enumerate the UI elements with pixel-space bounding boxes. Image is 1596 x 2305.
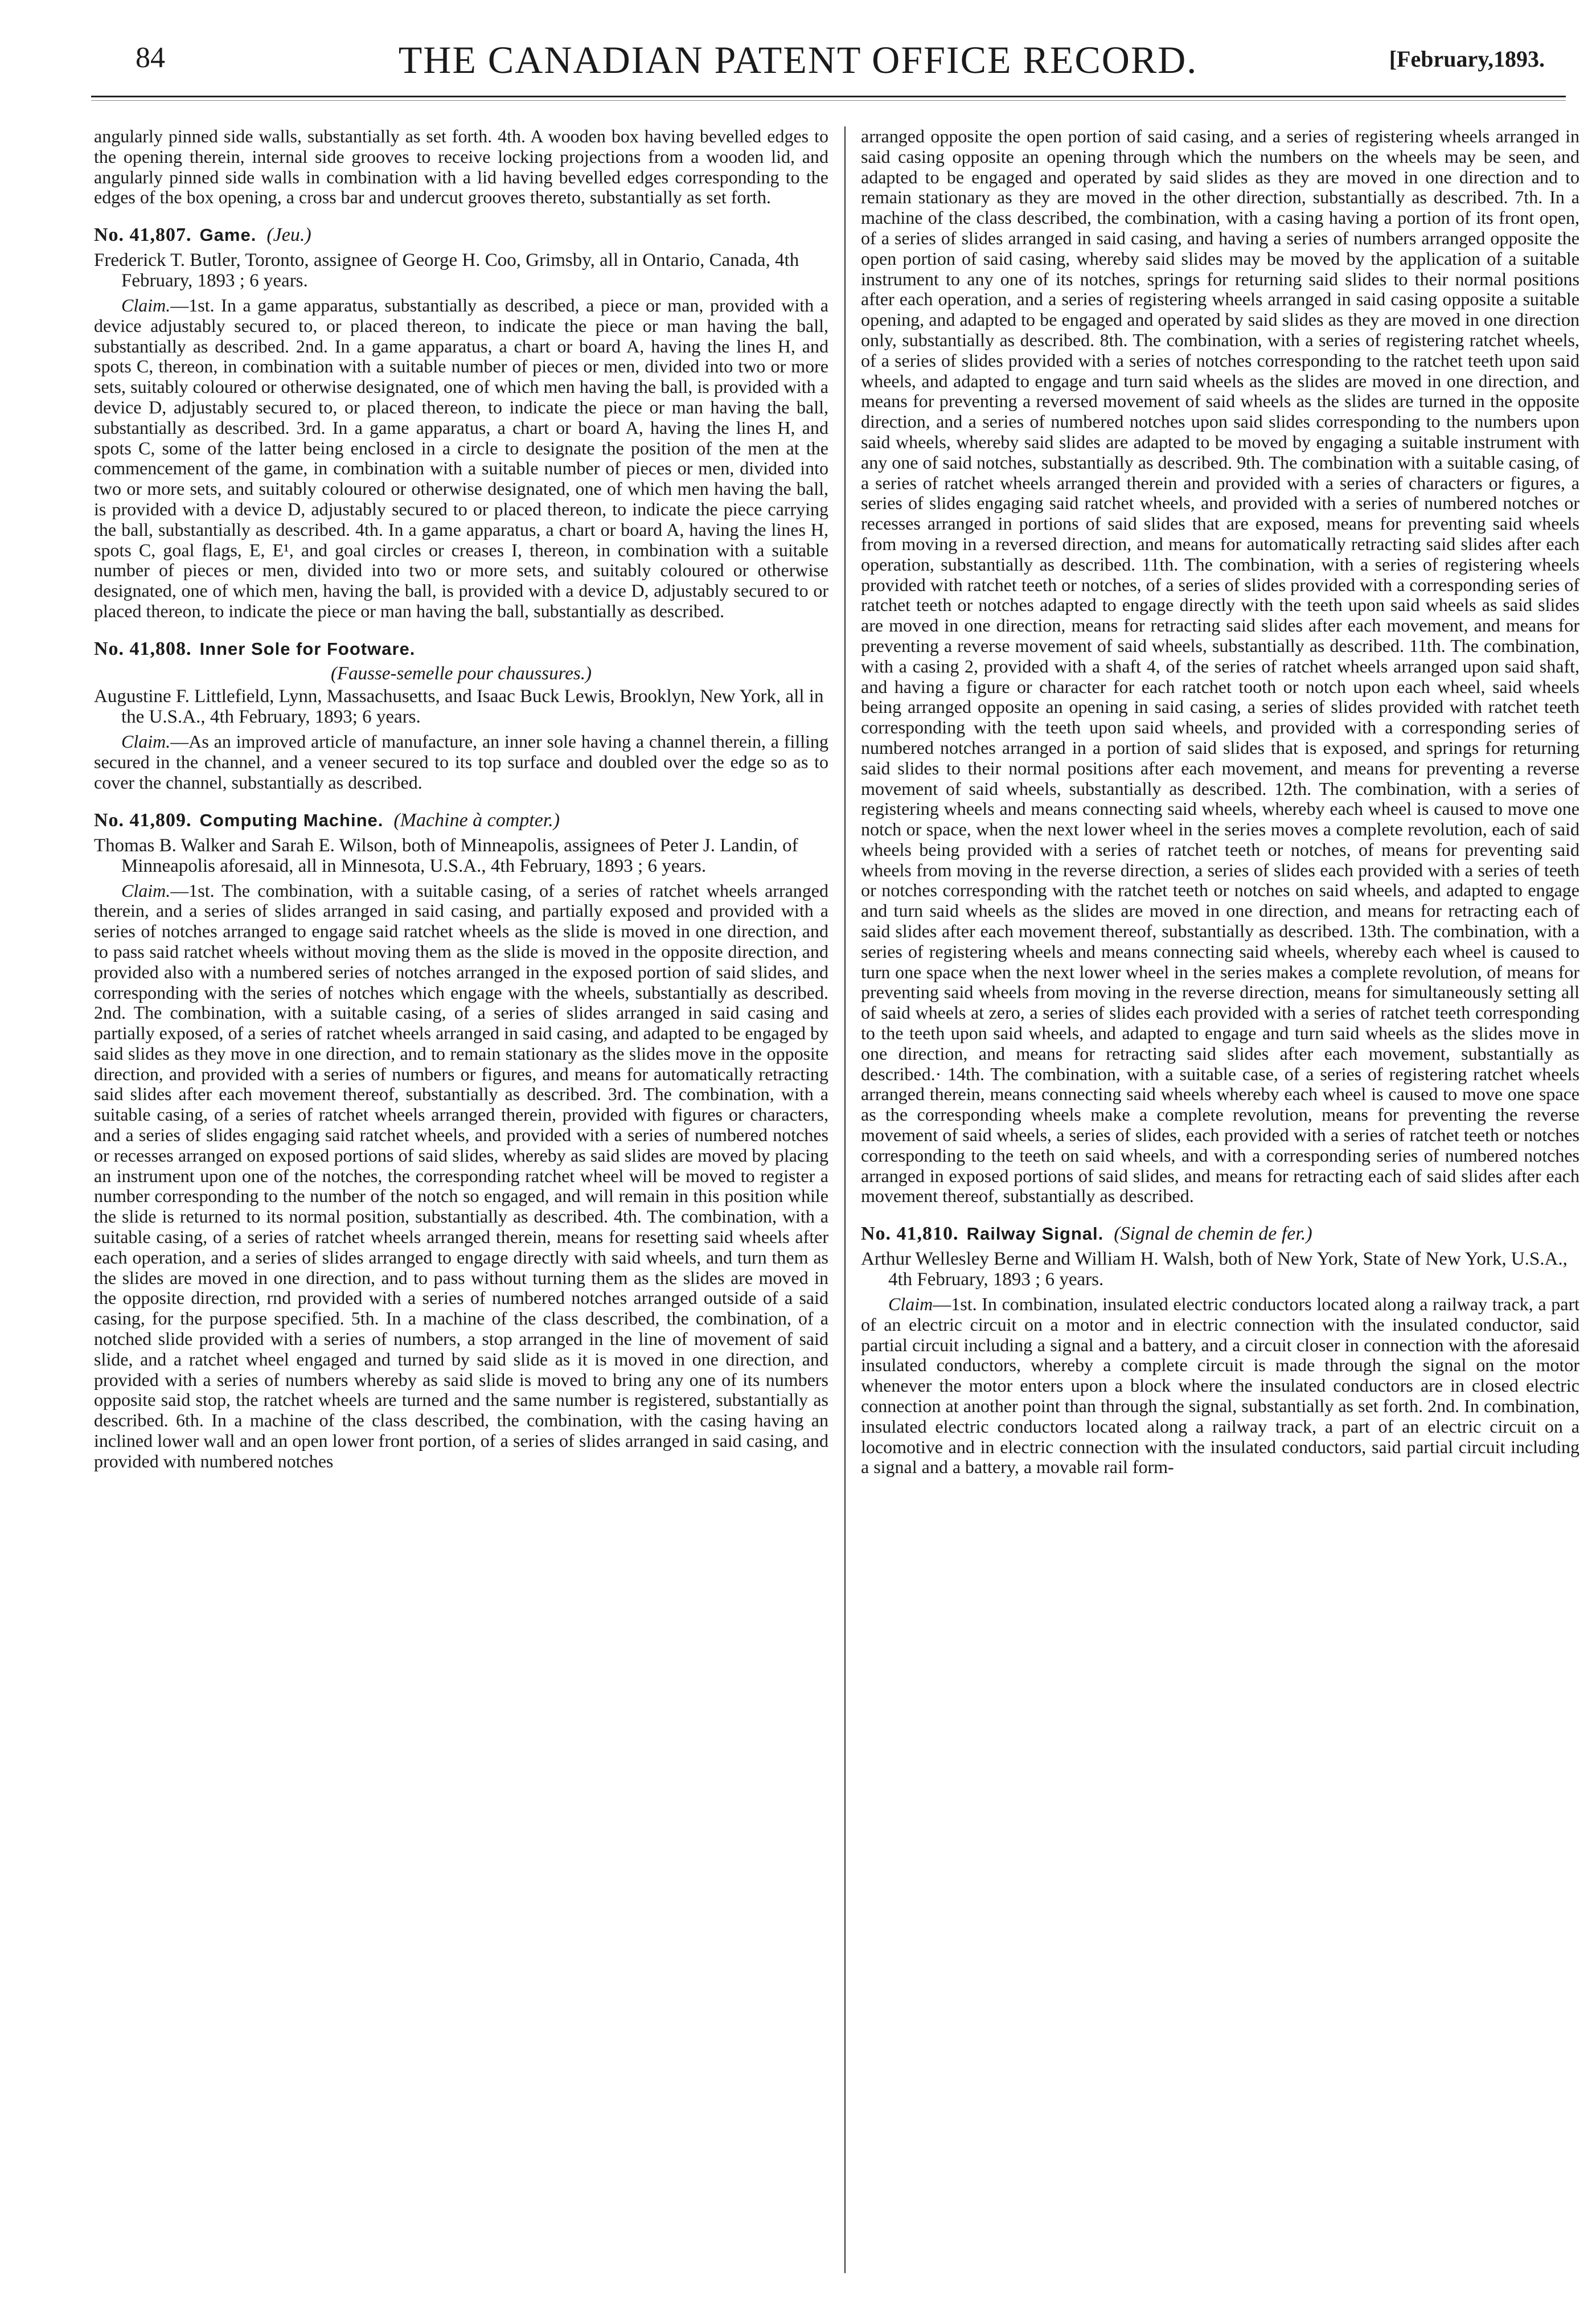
claim-text: —1st. In a game apparatus, substantially as described, a piece or man, provided with a device adjustably secured to, or placed thereon, to indicate the piece or man having the ball, substantially as described. 2nd. In a game apparatus, a chart or board A, having the lines H, and spots C, thereon, in combination with a suitable number of pieces or men, divided into two or more sets, suitably coloured or otherwise designated, one of which men having the ball, is provided with a device D, adjustably secured to, or placed thereon, to indicate the piece or man having the ball, substantially as described. 3rd. In a game apparatus, a chart or board A, having the lines H, and spots C, some of the latter being enclosed in a circle to designate the position of the men at the commencement of the game, in combination with a suitable number of pieces or men, divided into two or more sets, and suitably coloured or otherwise designated, one of which men having the ball, is provided with a device D, adjustably secured to or placed thereon, to indicate the piece carrying the ball, substantially as described. 4th. In a game apparatus, a chart or board A, having the lines H, spots C, goal flags, E, E¹, and goal circles or creases I, thereon, in combination with a suitable number of pieces or men, divided into two or more sets, and suitably coloured or otherwise designated, one of which men, having the ball, is provided with a device D, adjustably secured to or placed thereon, to indicate the piece or man having the ball, substantially as described. <box>94 294 828 621</box>
header-rule <box>91 96 1566 97</box>
patent-name: Railway Signal. <box>966 1224 1104 1244</box>
claim-text: —1st. The combination, with a suitable casing, of a series of ratchet wheels arranged therein, and a series of slides arranged in said casing, and partially exposed and provided with a series of notches arranged to engage said ratchet wheels as the slide is moved in one direction, and to pass said ratchet wheels without moving them as the slide is moved in the opposite direction, and provided also with a numbered series of notches arranged in the exposed portion of said slides, and corresponding with the series of notches which engage with the wheels, substantially as described. 2nd. The combination, with a suitable casing, of a series of slides arranged in said casing and partially exposed, of a series of ratchet wheels arranged in said casing, and adapted to be engaged by said slides as they move in one direction, and to remain stationary as the slides move in the opposite direction, and provided with a series of numbers or figures, and means for automatically retracting said slides after each movement thereof, substantially as described. 3rd. The combination, with a suitable casing, of a series of ratchet wheels arranged therein, provided with figures or characters, and a series of slides engaging said ratchet wheels, and provided with a series of numbered notches or recesses arranged on exposed portions of said slides, whereby as said slides are moved by placing an instrument upon one of the notches, the corresponding ratchet wheel will be moved to register a number corresponding to the number of the notch so engaged, and will remain in this position while the slide is returned to its normal position, substantially as described. 4th. The combination, with a suitable casing, of a series of ratchet wheels arranged therein, means for resetting said wheels after each operation, and a series of slides arranged to engage directly with said wheels, and turn them as the slides are moved in one direction, and to pass without turning them as the slides are moved in the opposite direction, rnd provided with a series of numbered notches arranged outside of a said casing, for the purpose specified. 5th. In a machine of the class described, the combination, of a notched slide provided with a series of numbers, a stop arranged in the line of movement of said slide, and a ratchet wheel engaged and turned by said slide as it is moved in one direction, and provided with a series of numbers whereby as said slide is moved to bring any one of its numbers opposite said stop, the ratchet wheels are turned and the same number is registered, substantially as described. 6th. In a machine of the class described, the combination, with the casing having an inclined lower wall and an open lower front portion, of a series of slides arranged in said casing, and provided with numbered notches <box>94 880 828 1471</box>
patent-entry-41807 <box>94 225 828 622</box>
patent-entry-41810 <box>861 1224 1579 1478</box>
patent-entry-41808 <box>94 639 828 793</box>
claim-label: Claim. <box>121 731 171 752</box>
entry-heading <box>94 639 828 659</box>
claim-label: Claim. <box>121 880 171 901</box>
publication-title: THE CANADIAN PATENT OFFICE RECORD. <box>398 38 1198 81</box>
french-title: (Machine à compter.) <box>393 809 560 831</box>
left-column <box>94 126 828 1472</box>
claim-paragraph <box>94 732 828 793</box>
issue-date: [February,1893. <box>1389 46 1545 72</box>
patent-name: Game. <box>199 225 257 245</box>
patent-name: Inner Sole for Footware. <box>199 638 416 659</box>
claim-text: —1st. In combination, insulated electric conductors located along a railway track, a part of an electric circuit on a motor and in electric connection with the insulated conductor, said partial circuit including a signal and a battery, and a circuit closer in connection with the aforesaid insulated conductors, whereby a complete circuit is made through the signal on the motor whenever the motor enters upon a block where the insulated conductors are in closed electric connection at another point than through the signal, substantially as set forth. 2nd. In combination, insulated electric conductors located along a railway track, a part of an electric circuit on a locomotive and in electric connection with the insulated conductors, said partial circuit including a signal and a battery, a movable rail form- <box>861 1294 1579 1478</box>
continued-claim-text: angularly pinned side walls, substantially as set forth. 4th. A wooden box having bevelled edges to the opening therein, internal side grooves to receive locking projections from a wooden lid, and angularly pinned side walls in combination with a lid having bevelled edges corresponding to the edges of the box opening, a cross bar and undercut grooves thereto, substantially as set forth. <box>94 126 828 208</box>
claim-label: Claim <box>888 1294 933 1315</box>
inventor-line: Augustine F. Littlefield, Lynn, Massachusetts, and Isaac Buck Lewis, Brooklyn, New York, all in the U.S.A., 4th February, 1893; 6 years. <box>94 686 824 728</box>
claim-label: Claim. <box>121 294 171 315</box>
french-title: (Fausse-semelle pour chaussures.) <box>331 663 592 684</box>
claim-paragraph <box>861 1294 1579 1478</box>
entry-heading <box>94 225 828 245</box>
entry-heading <box>94 810 828 831</box>
patent-entry-41809 <box>94 810 828 1472</box>
patent-number: No. 41,810. <box>861 1223 959 1245</box>
inventor-line: Thomas B. Walker and Sarah E. Wilson, both of Minneapolis, assignees of Peter J. Landin, of Minneapolis aforesaid, all in Minnesota, U.S.A., 4th February, 1893 ; 6 years. <box>94 835 798 876</box>
patent-number: No. 41,808. <box>94 638 192 659</box>
continued-claim-text: arranged opposite the open portion of said casing, and a series of registering wheels arranged in said casing opposite an opening through which the numbers on the wheels may be seen, and adapted to be engaged and operated by said slides as they are moved in one direction and to remain stationary as they are moved in the other direction, substantially as described. 7th. In a machine of the class described, the combination, with a casing having a portion of its front open, of a series of slides arranged in said casing, and having a series of numbers arranged opposite the open portion of said casing, whereby said slides may be moved by the application of a suitable instrument to any one of its notches, springs for returning said slides to their normal positions after each operation, and a series of registering wheels arranged in said casing opposite a suitable opening, and adapted to be engaged and operated by said slides as they are moved in one direction only, substantially as described. 8th. The combination, with a series of registering ratchet wheels, of a series of slides provided with a series of notches corresponding to the ratchet teeth upon said wheels, and adapted to engage and turn said wheels as the slides are moved in one direction, and means for preventing a reversed movement of said wheels as the slides are turned in the opposite direction, and a series of numbered notches upon said slides corresponding to the numbers upon said wheels, whereby said slides are adapted to be moved by engaging a suitable instrument with any one of said notches, substantially as described. 9th. The combination with a suitable casing, of a series of ratchet wheels arranged therein and provided with a series of characters or figures, a series of slides engaging said ratchet wheels, and provided with a series of numbered notches or recesses arranged in portions of said slides that are exposed, means for preventing said wheels from moving in a reversed direction, and means for automatically retracting said slides after each operation, substantially as described. 11th. The combination, with a series of registering wheels provided with ratchet teeth or notches, of a series of slides provided with a corresponding series of ratchet teeth or notches adapted to engage directly with the teeth upon said wheels as said slides are moved in one direction, means for retracting said slides after each movement, and means for preventing a reverse movement of said wheels, substantially as described. 11th. The combination, with a casing 2, provided with a shaft 4, of the series of ratchet wheels arranged upon said shaft, and having a figure or character for each ratchet tooth or notch upon each wheel, said wheels being arranged opposite an opening in said casing, a series of slides provided with ratchet teeth corresponding with the teeth upon said wheels, and provided with a corresponding series of numbered notches arranged in a portion of said slides that is exposed, and springs for returning said slides to their normal positions after each movement, and means for preventing a reverse movement of said wheels, substantially as described. 12th. The combination, with a series of registering wheels and means connecting said wheels, whereby each wheel is caused to move one notch or space, when the next lower wheel in the series moves a complete revolution, each of said wheels being provided with a series of ratchet teeth or notches, of means for preventing said wheels from moving in the reverse direction, a series of slides each provided with a series of teeth or notches corresponding with the ratchet teeth or notches on said wheels, and adapted to engage and turn said wheels as the slides are moved in one direction, and means for retracting each of said slides after each movement thereof, substantially as described. 13th. The combination, with a series of registering wheels and means connecting said wheels, whereby each wheel is caused to turn one space when the next lower wheel in the series makes a complete revolution, of means for preventing said wheels from moving in the reverse direction, means for simultaneously setting all of said wheels at zero, a series of slides each provided with a series of ratchet teeth corresponding to the teeth upon said wheels, and adapted to engage and turn said wheels as the slides move in one direction, and means for retracting said slides after each movement, substantially as described.· 14th. The combination, with a suitable case, of a series of registering ratchet wheels arranged therein, means connecting said wheels whereby each wheel is caused to move one space as the corresponding wheels make a complete revolution, means for preventing the reverse movement of said wheels, a series of slides, each provided with a series of ratchet teeth or notches corresponding to the teeth on said wheels, and with a corresponding series of numbered notches arranged in exposed portions of said slides, and means for retracting each of said slides after each movement thereof, substantially as described. <box>861 126 1579 1207</box>
inventor-line: Frederick T. Butler, Toronto, assignee of George H. Coo, Grimsby, all in Ontario, Canada, 4th February, 1893 ; 6 years. <box>94 249 799 291</box>
patent-number: No. 41,807. <box>94 224 192 246</box>
patent-number: No. 41,809. <box>94 809 192 831</box>
page-number: 84 <box>136 42 165 74</box>
page-header <box>0 38 1596 98</box>
claim-text: —As an improved article of manufacture, an inner sole having a channel therein, a filling secured in the channel, and a veneer secured to its top surface and doubled over the edge so as to cover the channel, substantially as described. <box>94 731 828 793</box>
claim-paragraph <box>94 881 828 1472</box>
patent-name: Computing Machine. <box>199 810 384 830</box>
header-rule-thin <box>91 100 1566 101</box>
french-title: (Signal de chemin de fer.) <box>1114 1223 1312 1245</box>
french-title: (Jeu.) <box>266 224 311 246</box>
entry-heading <box>861 1224 1579 1244</box>
column-divider <box>844 126 846 2273</box>
claim-paragraph <box>94 296 828 622</box>
inventor-line: Arthur Wellesley Berne and William H. Walsh, both of New York, State of New York, U.S.A., 4th February, 1893 ; 6 years. <box>861 1249 1568 1290</box>
right-column <box>861 126 1579 1478</box>
